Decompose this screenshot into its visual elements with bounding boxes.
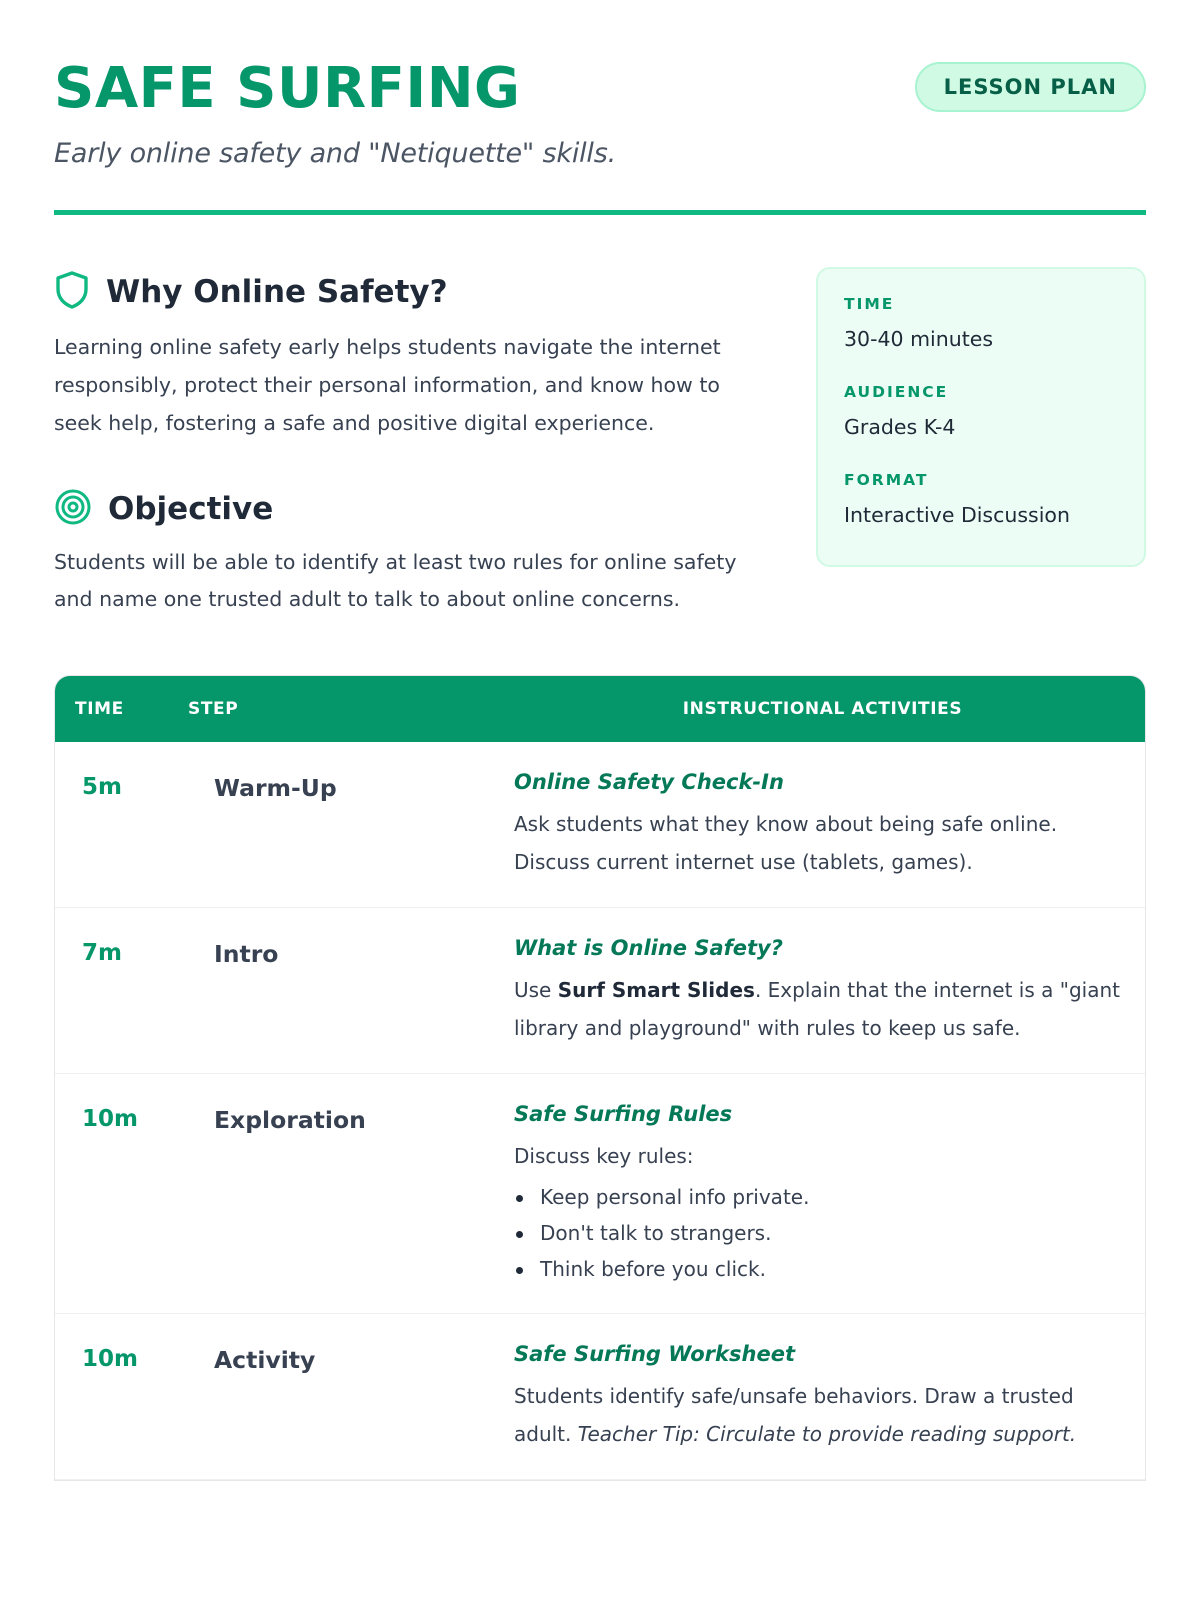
activity-body-text: Use [514,978,558,1002]
activity-body: Discuss key rules: [514,1144,694,1168]
lesson-info-card [816,267,1146,567]
row-time: 7m [82,940,122,966]
target-icon [54,488,92,530]
slides-name: Surf Smart Slides [557,978,755,1002]
info-format [844,471,1118,527]
column-header-activities: INSTRUCTIONAL ACTIVITIES [682,699,963,719]
info-value: Grades K-4 [844,415,956,439]
lesson-plan-badge: LESSON PLAN [915,62,1146,112]
objective-heading: Objective [108,491,274,527]
row-time: 10m [82,1106,138,1132]
objective-section [54,488,754,618]
column-header-time: TIME [75,699,124,719]
intro-section [54,215,1146,670]
info-label: AUDIENCE [844,383,949,401]
table-row [55,1074,1145,1314]
info-value: 30-40 minutes [844,327,994,351]
row-step: Exploration [214,1106,366,1134]
activity-title: Online Safety Check-In [514,770,784,794]
why-body: Learning online safety early helps students navigate the internet responsibly, protect their personal information, and know how to seek help, fostering a safe and positive digital experience. [54,335,721,435]
row-time: 10m [82,1346,138,1372]
list-item: Don't talk to strangers. [514,1215,1125,1251]
activity-body-text: . Explain that the internet is a "giant library and playground" with rules to keep us safe. [514,978,1120,1040]
activity-body: Ask students what they know about being safe online. Discuss current internet use (tablets, games). [514,812,1058,874]
info-label: FORMAT [844,471,929,489]
activities-table [54,675,1146,1481]
row-step: Warm-Up [214,774,337,802]
row-activity [514,908,1145,1073]
why-heading: Why Online Safety? [106,274,448,310]
activity-body-text: Students identify safe/unsafe behaviors. Draw a trusted adult. [514,1384,1074,1446]
page-title: SAFE SURFING [54,56,521,121]
info-audience [844,383,1118,439]
row-time: 5m [82,774,122,800]
info-label: TIME [844,295,895,313]
row-step: Intro [214,940,279,968]
intro-text [54,270,754,618]
table-row [55,1314,1145,1480]
row-activity [514,1074,1145,1313]
objective-body: Students will be able to identify at least two rules for online safety and name one trusted adult to talk to about online concerns. [54,550,737,611]
objective-heading-row [54,488,754,530]
why-heading-row [54,270,754,314]
row-activity [514,1314,1145,1479]
table-row [55,742,1145,908]
activity-body [514,1377,1125,1453]
row-activity [514,742,1145,907]
table-row [55,908,1145,1074]
row-step: Activity [214,1346,316,1374]
info-time [844,295,1118,351]
column-header-step: STEP [188,699,239,719]
page-subtitle: Early online safety and "Netiquette" skills. [54,138,616,169]
info-value: Interactive Discussion [844,503,1070,527]
list-item: Keep personal info private. [514,1179,1125,1215]
shield-icon [54,270,90,314]
activity-title: Safe Surfing Rules [514,1102,733,1126]
page-header [54,0,1146,215]
teacher-tip: Teacher Tip: Circulate to provide reading support. [577,1422,1077,1446]
activity-title: What is Online Safety? [514,936,783,960]
activity-body [514,971,1125,1047]
rules-list [514,1179,1125,1287]
list-item: Think before you click. [514,1251,1125,1287]
table-header [55,676,1145,742]
activity-title: Safe Surfing Worksheet [514,1342,795,1366]
